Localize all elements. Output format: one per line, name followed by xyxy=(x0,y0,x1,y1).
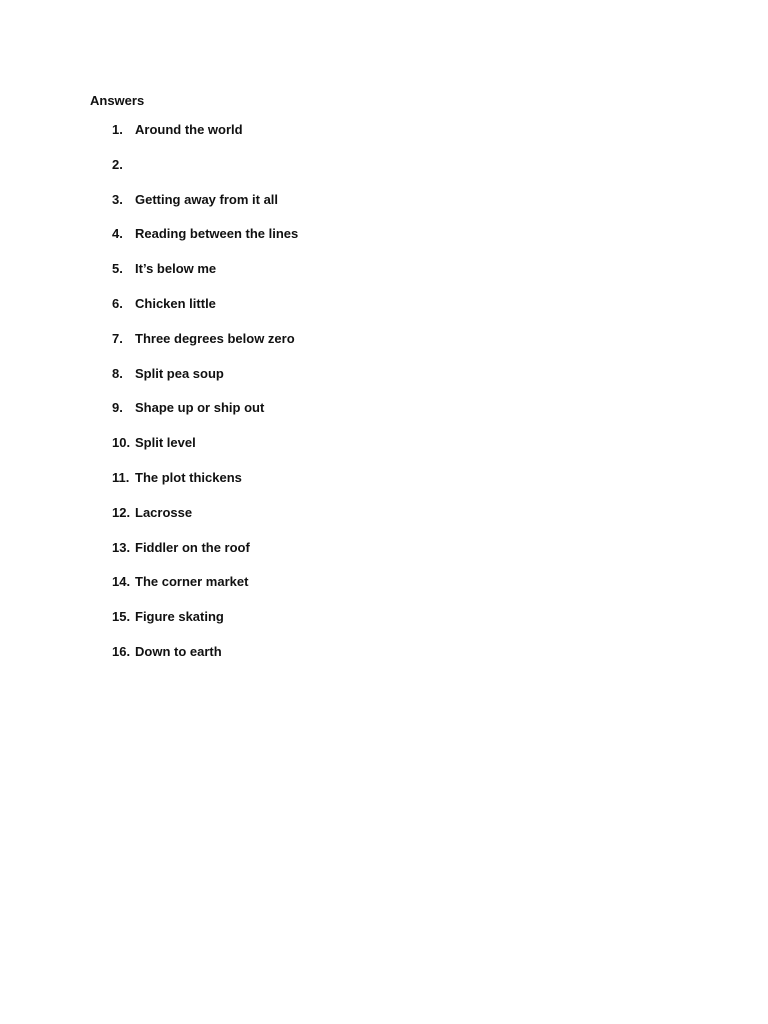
answer-text: Split level xyxy=(135,435,196,451)
answer-item xyxy=(112,157,298,192)
answer-item xyxy=(112,400,298,435)
answer-item xyxy=(112,226,298,261)
answer-text: Reading between the lines xyxy=(135,226,299,242)
answer-text: Figure skating xyxy=(135,609,224,625)
answer-number: 14. xyxy=(112,574,131,590)
answer-text: Shape up or ship out xyxy=(135,400,265,416)
answer-number: 16. xyxy=(112,643,131,659)
answer-number: 13. xyxy=(112,539,131,555)
answer-text: Getting away from it all xyxy=(135,191,279,207)
answer-item xyxy=(112,331,298,366)
answer-text: The corner market xyxy=(135,574,249,590)
answer-item xyxy=(112,644,298,679)
answer-item xyxy=(112,505,298,540)
answer-item xyxy=(112,366,298,401)
answer-item xyxy=(112,261,298,296)
answer-number: 15. xyxy=(112,609,131,625)
answer-item xyxy=(112,192,298,227)
answer-text: Lacrosse xyxy=(135,504,193,520)
answer-text: Chicken little xyxy=(135,295,216,311)
answer-number: 4. xyxy=(112,226,123,242)
answer-text: It’s below me xyxy=(135,261,217,277)
answer-text: Three degrees below zero xyxy=(135,330,295,346)
answer-text: The plot thickens xyxy=(135,469,242,485)
answer-number: 11. xyxy=(112,469,130,485)
answer-number: 8. xyxy=(112,365,123,381)
answer-text: Fiddler on the roof xyxy=(135,539,250,555)
answer-number: 1. xyxy=(112,122,123,137)
answers-heading: Answers xyxy=(90,93,145,108)
answer-list xyxy=(112,122,298,679)
answer-item xyxy=(112,435,298,470)
answer-number: 2. xyxy=(112,156,123,172)
answer-number: 3. xyxy=(112,191,123,207)
answer-item xyxy=(112,470,298,505)
answer-number: 7. xyxy=(112,330,123,346)
answer-item xyxy=(112,609,298,644)
answer-item xyxy=(112,122,298,157)
answer-item xyxy=(112,574,298,609)
answer-item xyxy=(112,540,298,575)
answer-number: 10. xyxy=(112,435,131,451)
answer-text: Split pea soup xyxy=(135,365,224,381)
answer-number: 6. xyxy=(112,295,123,311)
answer-number: 9. xyxy=(112,400,123,416)
answer-text: Around the world xyxy=(135,122,243,137)
answer-number: 12. xyxy=(112,504,131,520)
answer-number: 5. xyxy=(112,261,123,277)
answer-item xyxy=(112,296,298,331)
answer-text: Down to earth xyxy=(135,643,222,659)
